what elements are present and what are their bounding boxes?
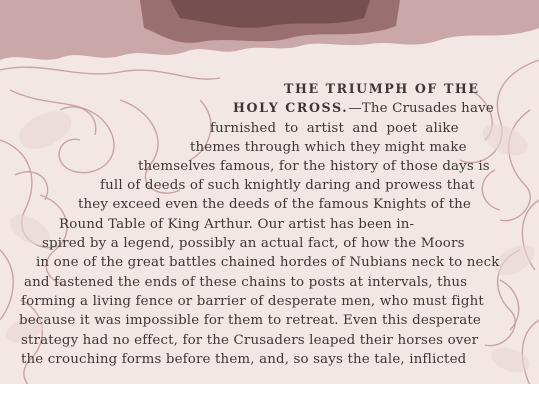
page-bottom-edge: [0, 384, 539, 405]
article-text-line-2: furnished to artist and poet alike: [210, 121, 459, 136]
article-text-line-8: spired by a legend, possibly an actual fact, of how the Moors: [42, 236, 465, 251]
article-text-line-1-body: —The Crusades have: [348, 101, 494, 116]
article-text-line-7: Round Table of King Arthur. Our artist has been in-: [59, 217, 415, 232]
article-text-line-12: because it was impossible for them to retreat. Even this desperate: [19, 313, 482, 328]
article-text-line-9: in one of the great battles chained hordes of Nubians neck to neck: [36, 255, 500, 270]
article-title-line-2: HOLY CROSS.: [233, 100, 349, 115]
article-text-line-1: [233, 102, 494, 115]
article-text-line-5: full of deeds of such knightly daring and prowess that: [100, 178, 475, 193]
article-text-line-6: they exceed even the deeds of the famous Knights of the: [78, 197, 471, 212]
article-title-line-1: THE TRIUMPH OF THE: [284, 81, 480, 96]
article-text-line-13: strategy had no effect, for the Crusaders leaped their horses over: [21, 333, 479, 348]
article-text-line-11: forming a living fence or barrier of desperate men, who must fight: [21, 294, 484, 309]
article-text-line-4: themselves famous, for the history of those days is: [138, 159, 490, 174]
article-text-line-10: and fastened the ends of these chains to posts at intervals, thus: [24, 275, 468, 290]
article-text-line-3: themes through which they might make: [190, 140, 467, 155]
article-text-line-14: the crouching forms before them, and, so says the tale, inflicted: [21, 352, 467, 367]
